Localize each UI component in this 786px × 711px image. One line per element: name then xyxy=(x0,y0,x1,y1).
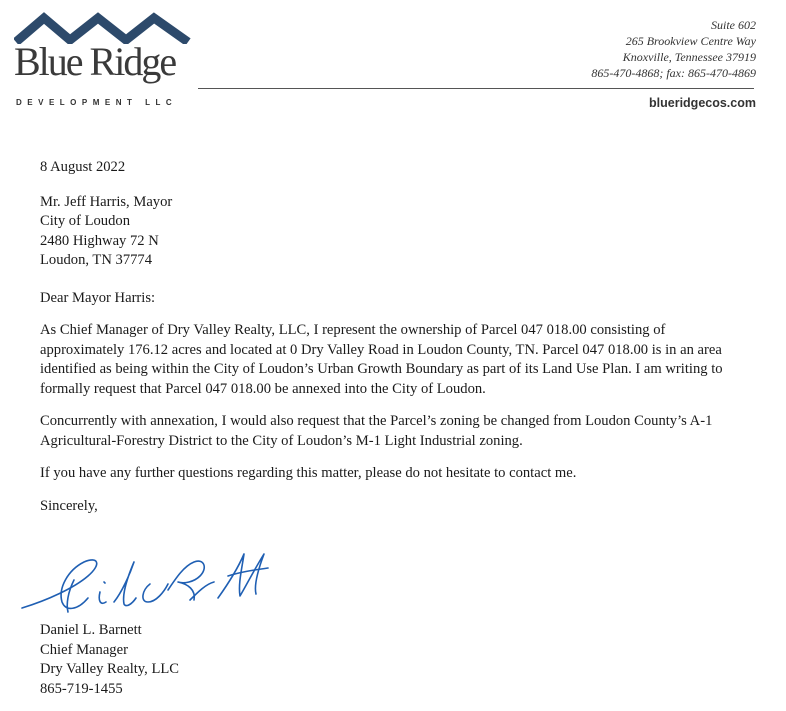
closing: Sincerely, xyxy=(40,497,98,514)
header-divider xyxy=(198,88,754,89)
letter-body xyxy=(40,158,750,516)
recipient-address xyxy=(40,193,750,271)
paragraph: As Chief Manager of Dry Valley Realty, LLC, I represent the ownership of Parcel 047 018.00 consisting of approximately 176.12 acres and located at 0 Dry Valley Road in Loudon County, TN. Parcel 047 018.00 is in an area identified as being within the City of Loudon’s Urban Growth Boundary as part of its Land Use Plan. I am writing to formally request that Parcel 047 018.00 be annexed into the City of Loudon. xyxy=(40,322,723,397)
signer-name: Daniel L. Barnett xyxy=(40,622,142,638)
salutation: Dear Mayor Harris: xyxy=(40,289,156,306)
address-line: Knoxville, Tennessee 37919 xyxy=(622,50,756,64)
address-line: Suite 602 xyxy=(711,18,756,32)
handwritten-signature-icon xyxy=(18,540,278,620)
paragraph: If you have any further questions regarding this matter, please do not hesitate to contact me. xyxy=(40,465,577,481)
recipient-line: 2480 Highway 72 N xyxy=(40,232,159,249)
company-name: Blue Ridge xyxy=(14,39,176,84)
paragraph: Concurrently with annexation, I would also request that the Parcel’s zoning be changed from Loudon County’s A-1 Agricultural-Forestry District to the City of Loudon’s M-1 Light Industrial zoning. xyxy=(40,413,713,449)
signer-block xyxy=(40,621,179,699)
company-subtitle: DEVELOPMENT LLC xyxy=(16,98,178,107)
signature xyxy=(18,540,278,625)
address-line: 865-470-4868; fax: 865-470-4869 xyxy=(591,66,756,80)
signer-phone: 865-719-1455 xyxy=(40,680,123,697)
recipient-line: City of Loudon xyxy=(40,213,130,229)
letter-date: 8 August 2022 xyxy=(40,159,126,175)
address-line: 265 Brookview Centre Way xyxy=(625,34,756,48)
signer-company: Dry Valley Realty, LLC xyxy=(40,661,180,677)
recipient-line: Mr. Jeff Harris, Mayor xyxy=(40,193,173,210)
company-website: blueridgecos.com xyxy=(649,96,756,110)
company-address xyxy=(591,17,756,81)
signer-title: Chief Manager xyxy=(40,641,128,658)
recipient-line: Loudon, TN 37774 xyxy=(40,252,153,268)
